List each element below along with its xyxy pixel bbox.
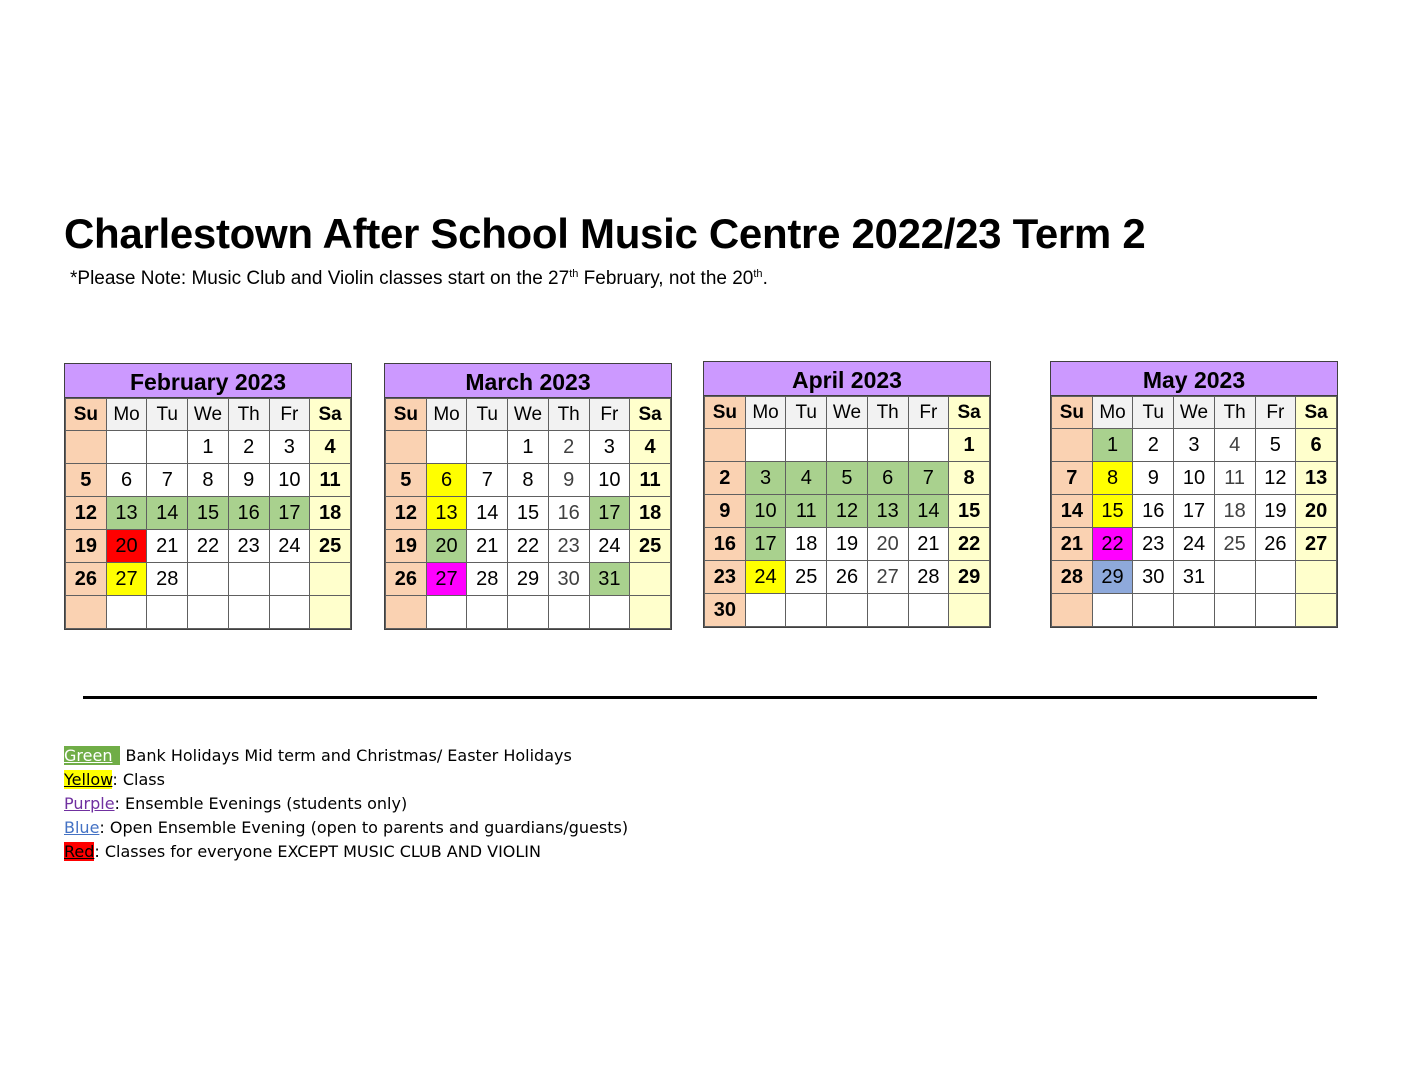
day-cell: 14 xyxy=(467,497,508,530)
day-cell: 2 xyxy=(705,462,746,495)
day-cell: 8 xyxy=(508,464,549,497)
day-cell: 8 xyxy=(1092,462,1133,495)
day-cell: 25 xyxy=(310,530,351,563)
day-cell: 29 xyxy=(949,561,990,594)
note-sup-2: th xyxy=(753,268,763,280)
day-cell: 20 xyxy=(426,530,467,563)
weekday-header: Su xyxy=(66,399,107,431)
day-cell: 21 xyxy=(147,530,188,563)
page-title: Charlestown After School Music Centre 2022/23 Term 2 xyxy=(64,210,1146,257)
day-cell: 12 xyxy=(386,497,427,530)
day-cell xyxy=(426,596,467,629)
day-cell: 23 xyxy=(548,530,589,563)
week-row xyxy=(66,530,351,563)
day-cell: 4 xyxy=(1214,429,1255,462)
day-cell: 28 xyxy=(467,563,508,596)
day-cell xyxy=(1052,429,1093,462)
day-cell xyxy=(147,431,188,464)
day-cell xyxy=(1255,561,1296,594)
month-grid xyxy=(1051,396,1337,627)
day-cell: 28 xyxy=(908,561,949,594)
calendar-april xyxy=(703,361,991,628)
day-cell xyxy=(630,596,671,629)
day-cell: 6 xyxy=(106,464,147,497)
week-row xyxy=(705,528,990,561)
day-cell: 24 xyxy=(269,530,310,563)
day-cell: 27 xyxy=(426,563,467,596)
day-cell: 14 xyxy=(908,495,949,528)
day-cell: 10 xyxy=(589,464,630,497)
day-cell: 11 xyxy=(1214,462,1255,495)
day-cell xyxy=(1133,594,1174,627)
weekday-header: Tu xyxy=(147,399,188,431)
day-cell xyxy=(867,429,908,462)
day-cell: 4 xyxy=(786,462,827,495)
day-cell xyxy=(147,596,188,629)
day-cell xyxy=(786,429,827,462)
day-cell: 16 xyxy=(705,528,746,561)
day-cell: 27 xyxy=(1296,528,1337,561)
weekday-header: Mo xyxy=(1092,397,1133,429)
day-cell: 12 xyxy=(1255,462,1296,495)
day-cell: 8 xyxy=(188,464,229,497)
week-row xyxy=(66,563,351,596)
day-cell xyxy=(1255,594,1296,627)
day-cell xyxy=(310,596,351,629)
day-cell xyxy=(548,596,589,629)
weekday-header: We xyxy=(827,397,868,429)
note-prefix: *Please Note: Music Club and Violin classes start on the 27 xyxy=(70,268,570,289)
day-cell: 30 xyxy=(1133,561,1174,594)
weekday-header: Fr xyxy=(269,399,310,431)
day-cell: 28 xyxy=(147,563,188,596)
day-cell xyxy=(467,596,508,629)
weekday-header: Th xyxy=(867,397,908,429)
week-row xyxy=(386,464,671,497)
day-cell: 21 xyxy=(1052,528,1093,561)
weekday-header: Su xyxy=(705,397,746,429)
month-title: March 2023 xyxy=(385,364,671,398)
note-middle: February, not the 20 xyxy=(578,268,754,289)
day-cell: 7 xyxy=(1052,462,1093,495)
day-cell: 9 xyxy=(228,464,269,497)
legend-swatch: Red xyxy=(64,842,95,861)
legend-text: Bank Holidays Mid term and Christmas/ Easter Holidays xyxy=(120,746,572,765)
weekday-header: Mo xyxy=(745,397,786,429)
day-cell: 1 xyxy=(1092,429,1133,462)
weekday-header: Tu xyxy=(786,397,827,429)
day-cell: 5 xyxy=(386,464,427,497)
day-cell: 7 xyxy=(147,464,188,497)
day-cell xyxy=(1052,594,1093,627)
day-cell: 6 xyxy=(1296,429,1337,462)
day-cell: 15 xyxy=(949,495,990,528)
day-cell xyxy=(1174,594,1215,627)
week-row xyxy=(66,431,351,464)
week-row xyxy=(66,596,351,629)
weekday-header: Sa xyxy=(630,399,671,431)
week-row xyxy=(705,594,990,627)
day-cell: 13 xyxy=(106,497,147,530)
day-cell: 30 xyxy=(705,594,746,627)
legend-text: : Ensemble Evenings (students only) xyxy=(114,794,408,813)
day-cell: 3 xyxy=(269,431,310,464)
day-cell: 11 xyxy=(630,464,671,497)
weekday-header: We xyxy=(508,399,549,431)
day-cell: 16 xyxy=(228,497,269,530)
day-cell xyxy=(106,431,147,464)
week-row xyxy=(705,561,990,594)
weekday-header: Su xyxy=(1052,397,1093,429)
day-cell: 16 xyxy=(548,497,589,530)
weekday-header: Su xyxy=(386,399,427,431)
day-cell: 13 xyxy=(867,495,908,528)
day-cell xyxy=(908,594,949,627)
legend-item-yellow xyxy=(64,768,628,792)
day-cell xyxy=(386,431,427,464)
month-title: April 2023 xyxy=(704,362,990,396)
week-row xyxy=(386,431,671,464)
day-cell: 6 xyxy=(426,464,467,497)
legend-text: : Open Ensemble Evening (open to parents and guardians/guests) xyxy=(99,818,629,837)
day-cell: 8 xyxy=(949,462,990,495)
day-cell: 20 xyxy=(1296,495,1337,528)
divider-line xyxy=(83,696,1317,699)
week-row xyxy=(66,464,351,497)
week-row xyxy=(1052,462,1337,495)
day-cell: 4 xyxy=(310,431,351,464)
weekday-header: Fr xyxy=(908,397,949,429)
calendar-march xyxy=(384,363,672,630)
day-cell: 18 xyxy=(310,497,351,530)
day-cell: 9 xyxy=(1133,462,1174,495)
day-cell: 13 xyxy=(1296,462,1337,495)
day-cell: 2 xyxy=(1133,429,1174,462)
month-grid xyxy=(704,396,990,627)
day-cell: 31 xyxy=(589,563,630,596)
day-cell: 19 xyxy=(66,530,107,563)
weekday-header: Sa xyxy=(310,399,351,431)
calendar-february xyxy=(64,363,352,630)
legend-swatch: Blue xyxy=(64,818,100,837)
day-cell: 18 xyxy=(1214,495,1255,528)
day-cell: 15 xyxy=(508,497,549,530)
day-cell: 17 xyxy=(1174,495,1215,528)
day-cell: 9 xyxy=(548,464,589,497)
note-suffix: . xyxy=(762,268,768,289)
week-row xyxy=(1052,594,1337,627)
month-title: May 2023 xyxy=(1051,362,1337,396)
day-cell: 22 xyxy=(188,530,229,563)
day-cell: 17 xyxy=(269,497,310,530)
week-row xyxy=(386,596,671,629)
day-cell: 13 xyxy=(426,497,467,530)
day-cell: 15 xyxy=(188,497,229,530)
day-cell: 14 xyxy=(147,497,188,530)
day-cell: 23 xyxy=(228,530,269,563)
week-row xyxy=(1052,528,1337,561)
day-cell: 11 xyxy=(786,495,827,528)
day-cell: 23 xyxy=(705,561,746,594)
day-cell: 1 xyxy=(508,431,549,464)
day-cell: 10 xyxy=(745,495,786,528)
week-row xyxy=(1052,495,1337,528)
day-cell: 21 xyxy=(467,530,508,563)
day-cell: 19 xyxy=(827,528,868,561)
day-cell: 29 xyxy=(508,563,549,596)
weekday-header: Tu xyxy=(1133,397,1174,429)
day-cell: 24 xyxy=(745,561,786,594)
weekday-header: Fr xyxy=(1255,397,1296,429)
day-cell: 22 xyxy=(1092,528,1133,561)
day-cell: 17 xyxy=(589,497,630,530)
day-cell xyxy=(589,596,630,629)
day-cell: 25 xyxy=(1214,528,1255,561)
day-cell: 19 xyxy=(386,530,427,563)
weekday-header: Th xyxy=(1214,397,1255,429)
day-cell: 26 xyxy=(386,563,427,596)
legend-item-green xyxy=(64,744,628,768)
day-cell: 11 xyxy=(310,464,351,497)
day-cell: 26 xyxy=(66,563,107,596)
day-cell xyxy=(827,594,868,627)
day-cell: 9 xyxy=(705,495,746,528)
legend-swatch: Yellow xyxy=(64,770,113,789)
day-cell xyxy=(66,431,107,464)
day-cell: 22 xyxy=(949,528,990,561)
note-text xyxy=(70,268,768,290)
day-cell: 15 xyxy=(1092,495,1133,528)
legend-text: : Class xyxy=(112,770,165,789)
day-cell: 27 xyxy=(867,561,908,594)
day-cell: 10 xyxy=(1174,462,1215,495)
day-cell xyxy=(1214,561,1255,594)
day-cell: 25 xyxy=(630,530,671,563)
day-cell: 27 xyxy=(106,563,147,596)
day-cell: 24 xyxy=(589,530,630,563)
day-cell: 5 xyxy=(827,462,868,495)
week-row xyxy=(705,429,990,462)
day-cell xyxy=(188,563,229,596)
day-cell xyxy=(188,596,229,629)
week-row xyxy=(705,495,990,528)
legend xyxy=(64,744,628,864)
calendar-may xyxy=(1050,361,1338,628)
day-cell xyxy=(1296,594,1337,627)
day-cell xyxy=(630,563,671,596)
legend-item-red xyxy=(64,840,628,864)
day-cell: 2 xyxy=(228,431,269,464)
day-cell: 1 xyxy=(188,431,229,464)
day-cell xyxy=(66,596,107,629)
day-cell: 18 xyxy=(786,528,827,561)
week-row xyxy=(386,530,671,563)
day-cell xyxy=(508,596,549,629)
month-grid xyxy=(65,398,351,629)
day-cell xyxy=(269,563,310,596)
day-cell: 12 xyxy=(66,497,107,530)
week-row xyxy=(1052,561,1337,594)
weekday-header: We xyxy=(1174,397,1215,429)
day-cell: 23 xyxy=(1133,528,1174,561)
day-cell xyxy=(867,594,908,627)
day-cell: 3 xyxy=(745,462,786,495)
month-grid xyxy=(385,398,671,629)
day-cell xyxy=(745,429,786,462)
day-cell: 30 xyxy=(548,563,589,596)
day-cell xyxy=(310,563,351,596)
weekday-header: Sa xyxy=(949,397,990,429)
day-cell xyxy=(1092,594,1133,627)
legend-item-purple xyxy=(64,792,628,816)
week-row xyxy=(705,462,990,495)
weekday-header: Fr xyxy=(589,399,630,431)
day-cell: 21 xyxy=(908,528,949,561)
day-cell xyxy=(1214,594,1255,627)
day-cell xyxy=(908,429,949,462)
day-cell: 4 xyxy=(630,431,671,464)
day-cell: 22 xyxy=(508,530,549,563)
weekday-header: Th xyxy=(228,399,269,431)
week-row xyxy=(386,497,671,530)
day-cell: 31 xyxy=(1174,561,1215,594)
day-cell: 7 xyxy=(467,464,508,497)
weekday-header: Mo xyxy=(426,399,467,431)
day-cell: 26 xyxy=(827,561,868,594)
day-cell: 1 xyxy=(949,429,990,462)
day-cell xyxy=(228,596,269,629)
day-cell: 16 xyxy=(1133,495,1174,528)
day-cell: 3 xyxy=(1174,429,1215,462)
day-cell: 25 xyxy=(786,561,827,594)
day-cell: 17 xyxy=(745,528,786,561)
day-cell: 12 xyxy=(827,495,868,528)
day-cell xyxy=(745,594,786,627)
weekday-header: Th xyxy=(548,399,589,431)
day-cell xyxy=(386,596,427,629)
day-cell: 14 xyxy=(1052,495,1093,528)
legend-swatch: Green xyxy=(64,746,120,765)
day-cell: 24 xyxy=(1174,528,1215,561)
month-title: February 2023 xyxy=(65,364,351,398)
day-cell: 18 xyxy=(630,497,671,530)
weekday-header: Mo xyxy=(106,399,147,431)
legend-item-blue xyxy=(64,816,628,840)
day-cell xyxy=(228,563,269,596)
day-cell: 20 xyxy=(867,528,908,561)
day-cell: 20 xyxy=(106,530,147,563)
note-sup-1: th xyxy=(569,268,579,280)
day-cell xyxy=(786,594,827,627)
day-cell: 29 xyxy=(1092,561,1133,594)
day-cell: 5 xyxy=(66,464,107,497)
day-cell xyxy=(949,594,990,627)
day-cell: 10 xyxy=(269,464,310,497)
week-row xyxy=(386,563,671,596)
legend-swatch: Purple xyxy=(64,794,115,813)
day-cell xyxy=(1296,561,1337,594)
day-cell xyxy=(269,596,310,629)
weekday-header: We xyxy=(188,399,229,431)
day-cell: 19 xyxy=(1255,495,1296,528)
weekday-header: Tu xyxy=(467,399,508,431)
day-cell xyxy=(426,431,467,464)
week-row xyxy=(66,497,351,530)
day-cell: 2 xyxy=(548,431,589,464)
week-row xyxy=(1052,429,1337,462)
day-cell: 7 xyxy=(908,462,949,495)
day-cell xyxy=(705,429,746,462)
day-cell xyxy=(467,431,508,464)
weekday-header: Sa xyxy=(1296,397,1337,429)
day-cell xyxy=(106,596,147,629)
legend-text: : Classes for everyone EXCEPT MUSIC CLUB AND VIOLIN xyxy=(94,842,541,861)
day-cell: 26 xyxy=(1255,528,1296,561)
day-cell: 3 xyxy=(589,431,630,464)
day-cell: 28 xyxy=(1052,561,1093,594)
day-cell xyxy=(827,429,868,462)
day-cell: 5 xyxy=(1255,429,1296,462)
day-cell: 6 xyxy=(867,462,908,495)
